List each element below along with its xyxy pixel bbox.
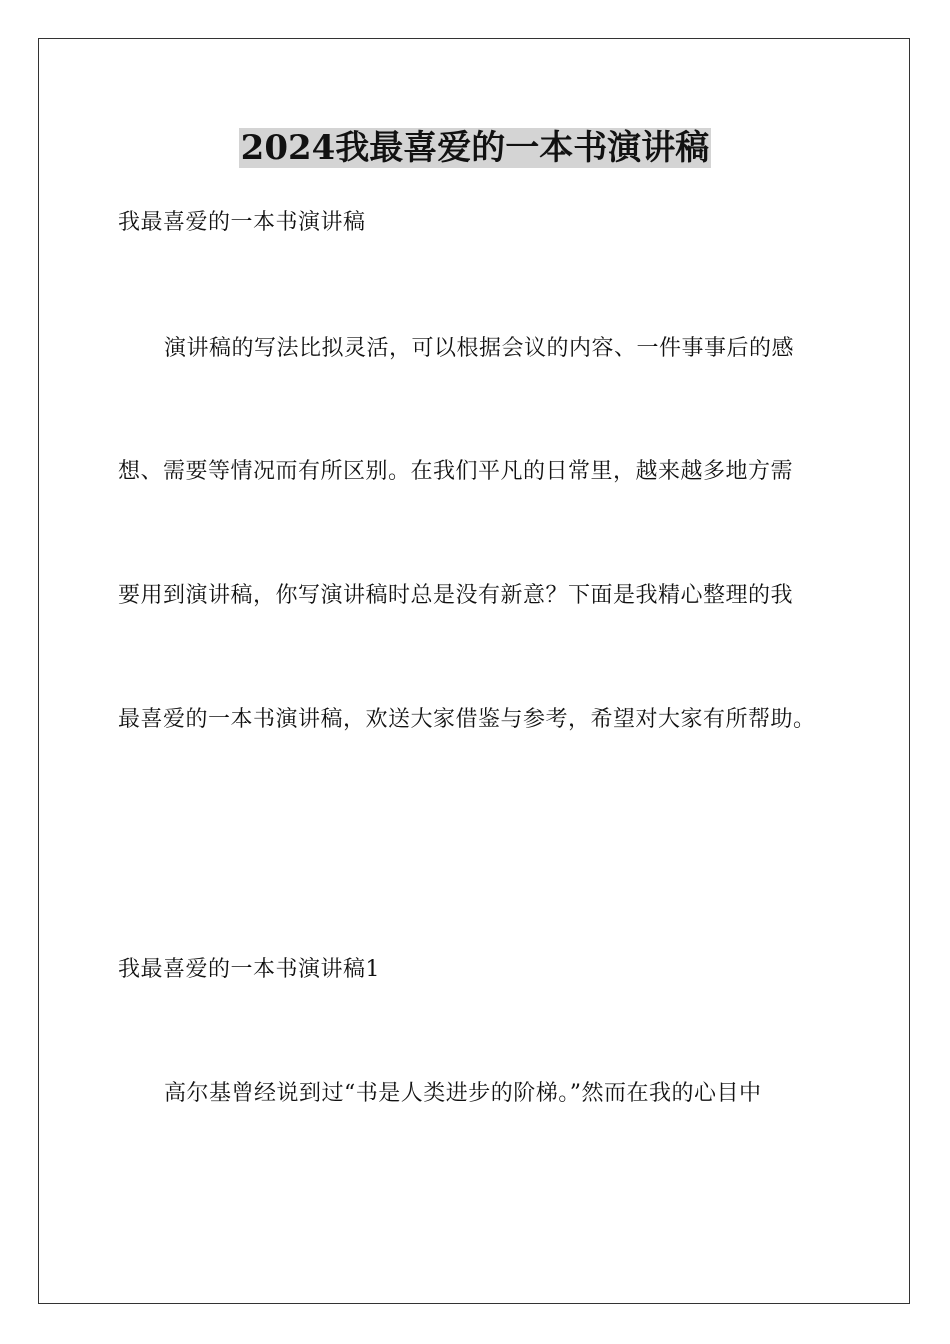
section-heading: 我最喜爱的一本书演讲稿1 [118, 957, 380, 982]
document-subtitle: 我最喜爱的一本书演讲稿 [118, 210, 366, 235]
document-title-text: 2024我最喜爱的一本书演讲稿 [240, 128, 710, 168]
paragraph-line: 想、需要等情况而有所区别。在我们平凡的日常里，越来越多地方需 [118, 459, 794, 484]
document-title [0, 126, 950, 170]
paragraph-line: 演讲稿的写法比拟灵活，可以根据会议的内容、一件事事后的感 [164, 336, 795, 361]
paragraph-line: 要用到演讲稿，你写演讲稿时总是没有新意？下面是我精心整理的我 [118, 583, 794, 608]
paragraph-line: 高尔基曾经说到过“书是人类进步的阶梯。”然而在我的心目中 [164, 1081, 762, 1106]
paragraph-line: 最喜爱的一本书演讲稿，欢送大家借鉴与参考，希望对大家有所帮助。 [118, 707, 816, 732]
